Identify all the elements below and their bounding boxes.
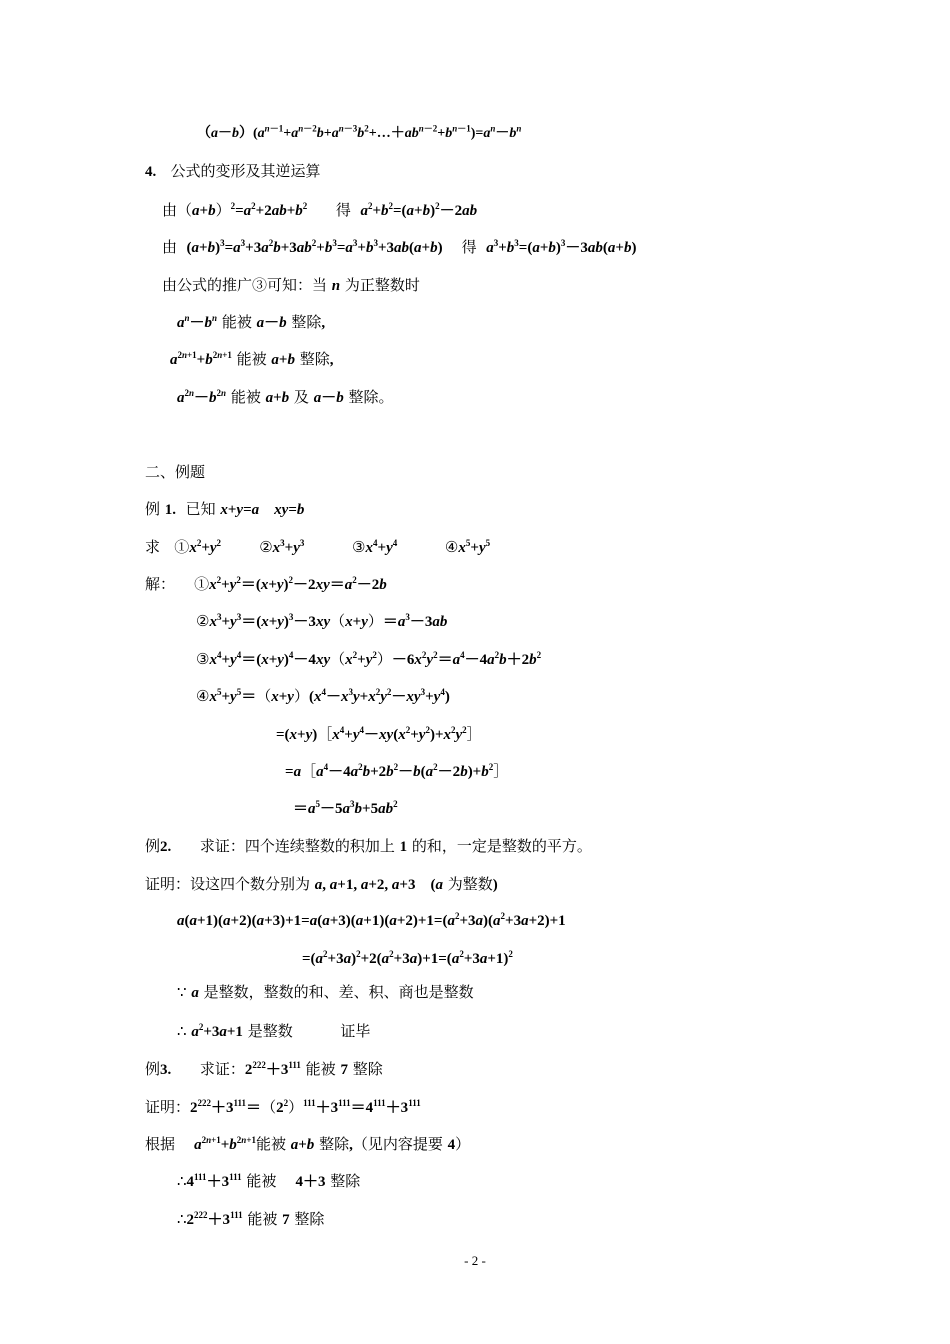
example-2-statement: 例2. 求证：四个连续整数的积加上 1 的和，一定是整数的平方。	[145, 837, 592, 855]
divisibility-rule-3: $a^{2n}-b^{2n}$ 能被 a+b 及 a－b 整除。	[177, 388, 394, 406]
example-2-because: ∵ a 是整数，整数的和、差、积、商也是整数	[177, 983, 474, 1001]
cube-variation-line: 由 $(a+b)^3=a^3+3a^2b+3ab^2+b^3=a^3+b^3+3ab(a+b)$ 得 $a^3+b^3=(a+b)^3-3ab(a+b)$	[162, 238, 637, 256]
generalization-intro: 由公式的推广③可知：当 n 为正整数时	[162, 276, 420, 294]
example-1-find: 求 $①x^2+y^2$ $②x^3+y^3$ $③x^4+y^4$ $④x^5+y^5$	[145, 538, 491, 556]
solution-step-4b: $=(x+y)[x^4+y^4-xy(x^2+y^2)+x^2y^2]$	[276, 725, 482, 743]
example-3-conclusion: $\therefore 2^{222}+3^{111}$ 能被 7 整除	[177, 1210, 325, 1228]
solution-step-3: $③x^4+y^4=(x+y)^4-4xy(x^2+y^2)-6x^2y^2=a^4-4a^2b+2b^2$	[196, 650, 542, 668]
section-heading-examples: 二、例题	[145, 463, 206, 481]
example-2-proof-setup: 证明：设这四个数分别为 a, a+1, a+2, a+3 (a 为整数)	[145, 875, 498, 893]
divisibility-rule-1: $a^n-b^n$ 能被 a－b 整除,	[177, 313, 326, 331]
solution-step-1: 解： $①x^2+y^2=(x+y)^2-2xy=a^2-2b$	[145, 575, 387, 593]
solution-step-4d: $=a^5-5a^3b+5ab^2$	[293, 799, 398, 817]
square-variation-line: 由$(a+b)^2=a^2+2ab+b^2$ 得 $a^2+b^2=(a+b)^2-2ab$	[162, 201, 478, 219]
formula-difference-of-powers: $(a-b)(a^{n-1}+a^{n-2}b+a^{n-3}b^2+\dots+ab^{n-2}+b^{n-1})=a^n-b^n$	[197, 123, 522, 141]
example-3-proof-basis: 根据 $a^{2n+1}+b^{2n+1}$能被 a+b 整除,（见内容提要 4）	[145, 1135, 471, 1153]
example-3-proof-step-1: 证明：$2^{222}+3^{111}=(2^2)^{111}+3^{111}=4^{111}+3^{111}$	[145, 1098, 421, 1116]
solution-step-4: $④x^5+y^5=(x+y)(x^4-x^3y+x^2y^2-xy^3+y^4)$	[196, 687, 450, 705]
example-2-therefore: ∴ $a^2+3a+1$ 是整数 证毕	[177, 1022, 371, 1040]
example-2-proof-step-1: $a(a+1)(a+2)(a+3)+1=a(a+3)(a+1)(a+2)+1=(a^2+3a)(a^2+3a+2)+1$	[177, 911, 566, 929]
example-3-proof-step-2: $\therefore 4^{111}+3^{111}$ 能被 4＋3 整除	[177, 1172, 361, 1190]
example-3-statement: 例3. 求证：$2^{222}+3^{111}$ 能被 7 整除	[145, 1060, 383, 1078]
example-2-proof-step-2: $=(a^2+3a)^2+2(a^2+3a)+1=(a^2+3a+1)^2$	[302, 949, 513, 967]
page-number: - 2 -	[464, 1253, 486, 1268]
solution-step-2: $②x^3+y^3=(x+y)^3-3xy(x+y)=a^3-3ab$	[196, 612, 448, 630]
section-heading-4: 4. 公式的变形及其逆运算	[145, 162, 321, 180]
solution-step-4c: $=a[a^4-4a^2b+2b^2-b(a^2-2b)+b^2]$	[285, 762, 509, 780]
example-1-given: 例 1. 已知 x+y=a xy=b	[145, 500, 305, 518]
divisibility-rule-2: $a^{2n+1}+b^{2n+1}$ 能被 a+b 整除,	[170, 350, 334, 368]
